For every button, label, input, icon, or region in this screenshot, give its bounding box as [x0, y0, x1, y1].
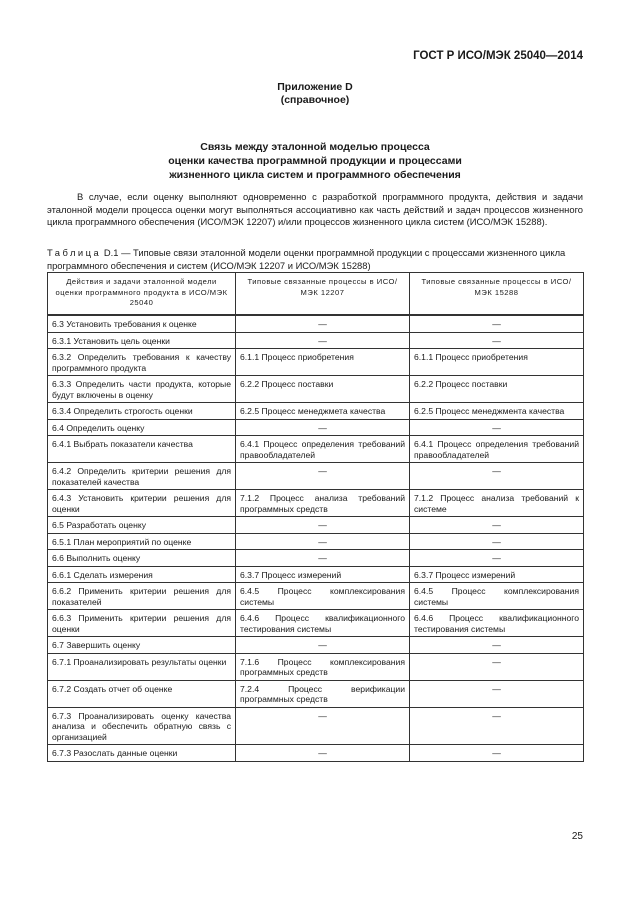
table-cell: 6.7.3 Разослать данные оценки — [48, 745, 236, 762]
intro-paragraph: В случае, если оценку выполняют одновременно с разработкой программного продукта, действия и задачи эталонной модели процесса оценки могут выполняться ассоциативно как часть действий и задач процессов жизненного цикла программного обеспечения (ИСО/МЭК 12207) и/или процессов жизненного цикла систем (ИСО/МЭК 15288). — [47, 191, 583, 227]
table-row — [48, 533, 584, 550]
table-cell: 6.3.1 Установить цель оценки — [48, 332, 236, 349]
table-row — [48, 610, 584, 637]
table-row — [48, 745, 584, 762]
table-cell: — — [410, 745, 584, 762]
section-title-line: оценки качества программной продукции и процессами — [168, 155, 462, 167]
table-row — [48, 653, 584, 680]
table-header-row — [48, 273, 584, 316]
table-cell: 6.1.1 Процесс приобретения — [236, 349, 410, 376]
header-cell-iso12207: Типовые связанные процессы в ИСО/МЭК 12207 — [236, 273, 410, 316]
table-cell: — — [236, 315, 410, 332]
table-cell: — — [410, 315, 584, 332]
table-row — [48, 436, 584, 463]
table-caption-label: Таблица — [47, 247, 102, 258]
table-cell: 6.4.6 Процесс квалификационного тестирования системы — [236, 610, 410, 637]
table-cell: — — [410, 707, 584, 745]
section-title-line: Связь между эталонной моделью процесса — [200, 141, 430, 153]
table-caption-text: D.1 — Типовые связи эталонной модели оценки программной продукции с процессами жизненного цикла программного обеспечения и систем (ИСО/МЭК 12207 и ИСО/МЭК 15288) — [47, 247, 566, 271]
table-cell: 6.4.1 Выбрать показатели качества — [48, 436, 236, 463]
section-title-line: жизненного цикла систем и программного обеспечения — [169, 169, 461, 181]
table-row — [48, 550, 584, 567]
table-cell: 6.6.2 Применить критерии решения для показателей — [48, 583, 236, 610]
table-cell: 6.4.2 Определить критерии решения для показателей качества — [48, 463, 236, 490]
table-cell: 6.3.3 Определить части продукта, которые будут включены в оценку — [48, 376, 236, 403]
table-body — [48, 315, 584, 761]
table-row — [48, 517, 584, 534]
table-cell: 6.2.2 Процесс поставки — [410, 376, 584, 403]
table-cell: 6.3.7 Процесс измерений — [410, 566, 584, 583]
table-cell: 6.3.7 Процесс измерений — [236, 566, 410, 583]
table-row — [48, 315, 584, 332]
table-cell: — — [236, 533, 410, 550]
annex-title: Приложение D — [277, 81, 353, 93]
table-cell: — — [410, 550, 584, 567]
table-cell: 6.4.3 Установить критерии решения для оценки — [48, 490, 236, 517]
table-cell: — — [410, 419, 584, 436]
table-cell: 6.4.6 Процесс квалификационного тестирования системы — [410, 610, 584, 637]
table-row — [48, 637, 584, 654]
table-cell: — — [410, 533, 584, 550]
table-row — [48, 583, 584, 610]
table-cell: 6.7.1 Проанализировать результаты оценки — [48, 653, 236, 680]
table-cell: — — [236, 463, 410, 490]
table-cell: 6.1.1 Процесс приобретения — [410, 349, 584, 376]
standard-header: ГОСТ Р ИСО/МЭК 25040—2014 — [413, 50, 583, 62]
table-cell: — — [236, 707, 410, 745]
table-cell: 6.2.5 Процесс менеджмета качества — [236, 403, 410, 420]
header-cell-iso15288: Типовые связанные процессы в ИСО/МЭК 15288 — [410, 273, 584, 316]
table-row — [48, 403, 584, 420]
table-cell: — — [410, 680, 584, 707]
table-cell: — — [236, 517, 410, 534]
table-cell: 6.3.2 Определить требования к качеству программного продукта — [48, 349, 236, 376]
table-cell: — — [410, 332, 584, 349]
table-row — [48, 419, 584, 436]
table-caption — [47, 247, 583, 272]
table-cell: 6.4.1 Процесс определения требований правообладателей — [236, 436, 410, 463]
table-cell: — — [236, 332, 410, 349]
table-cell: 6.3 Установить требования к оценке — [48, 315, 236, 332]
table-cell: 6.6.3 Применить критерии решения для оценки — [48, 610, 236, 637]
table-cell: — — [410, 637, 584, 654]
table-cell: — — [236, 419, 410, 436]
table-cell: 6.7.2 Создать отчет об оценке — [48, 680, 236, 707]
table-cell: 6.4.5 Процесс комплексирования системы — [236, 583, 410, 610]
table-cell: 6.3.4 Определить строгость оценки — [48, 403, 236, 420]
table-row — [48, 332, 584, 349]
header-cell-evaluation: Действия и задачи эталонной модели оценки программного продукта в ИСО/МЭК 25040 — [48, 273, 236, 316]
table-row — [48, 463, 584, 490]
table-row — [48, 680, 584, 707]
table-row — [48, 566, 584, 583]
table-cell: — — [410, 653, 584, 680]
table-cell: 6.2.5 Процесс менеджмента качества — [410, 403, 584, 420]
table-cell: 6.5.1 План мероприятий по оценке — [48, 533, 236, 550]
table-cell: 7.1.6 Процесс комплексирования программных средств — [236, 653, 410, 680]
table-cell: — — [236, 550, 410, 567]
table-row — [48, 376, 584, 403]
annex-heading — [0, 81, 630, 107]
table-cell: — — [236, 637, 410, 654]
annex-subtitle: (справочное) — [280, 94, 350, 106]
section-title — [0, 140, 630, 182]
table-cell: — — [410, 517, 584, 534]
page-number: 25 — [571, 831, 583, 842]
table-cell: 6.5 Разработать оценку — [48, 517, 236, 534]
table-cell: 6.7.3 Проанализировать оценку качества анализа и обеспечить обратную связь с организацией — [48, 707, 236, 745]
table-cell: 6.4.5 Процесс комплексирования системы — [410, 583, 584, 610]
table-row — [48, 349, 584, 376]
table-cell: 7.1.2 Процесс анализа требований программных средств — [236, 490, 410, 517]
table-cell: 7.1.2 Процесс анализа требований к системе — [410, 490, 584, 517]
table-cell: 6.2.2 Процесс поставки — [236, 376, 410, 403]
process-mapping-table — [47, 272, 584, 762]
table-row — [48, 490, 584, 517]
table-cell: 6.6.1 Сделать измерения — [48, 566, 236, 583]
table-row — [48, 707, 584, 745]
table-cell: 6.4 Определить оценку — [48, 419, 236, 436]
table-cell: — — [410, 463, 584, 490]
table-cell: — — [236, 745, 410, 762]
table-cell: 6.6 Выполнить оценку — [48, 550, 236, 567]
table-cell: 6.4.1 Процесс определения требований правообладателей — [410, 436, 584, 463]
table-cell: 7.2.4 Процесс верификации программных средств — [236, 680, 410, 707]
table-cell: 6.7 Завершить оценку — [48, 637, 236, 654]
